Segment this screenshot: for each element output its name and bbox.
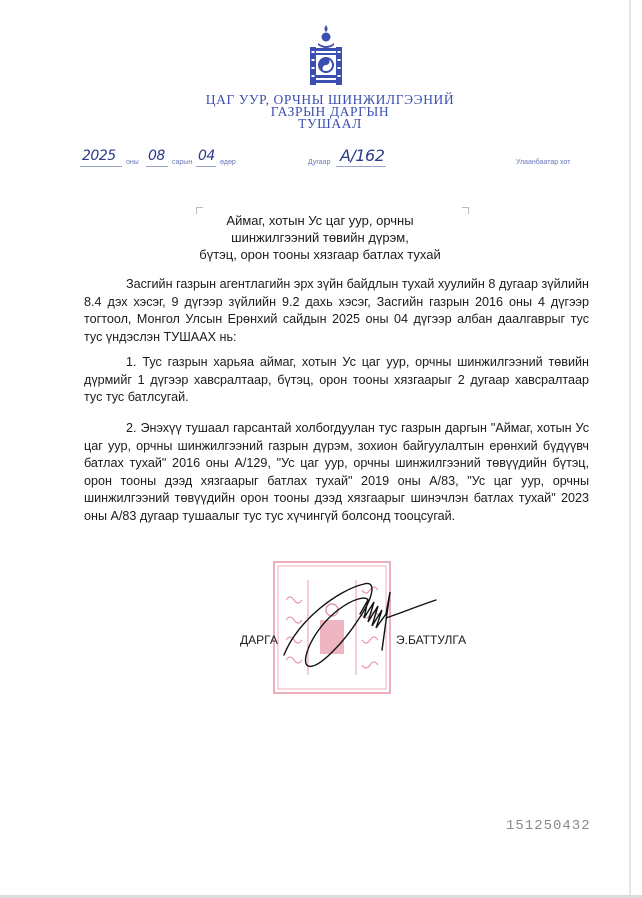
date-day-handwritten: 04 [198,148,215,164]
serial-number: 151250432 [506,818,591,834]
day-underline [196,166,216,167]
title-line3: бүтэц, орон тооны хязгаар батлах тухай [199,247,441,262]
document-meta-row [0,146,642,174]
number-label: Дугаар [308,159,331,166]
document-title [140,212,500,263]
order-item-2: 2. Энэхүү тушаал гарсантай холбогдуулан тус газрын даргын "Аймаг, хотын Ус цаг уур, орчны шинжилгээний газрын дүрэм, зохион байгуулалтын ерөнхий бүдүүвч батлах тухай" 2016 оны А/129, "Ус цаг уур, орчны шинжилгээний төвүүдийн бүтэц, орон тооны дээд хязгаарыг батлах тухай" 2019 оны А/83, "Ус цаг уур, орчны шинжилгээний төвүүдийн орон тооны дээд хязгаарыг шинэчлэн батлах тухай" 2023 оны А/83 дугаар тушаалыг тус тус хүчингүй болсонд тооцсугай. [84,421,589,523]
document-type: ТУШААЛ [298,116,362,131]
month-underline [146,166,168,167]
year-underline [80,166,122,167]
order-item-1: 1. Тус газрын харьяа аймаг, хотын Ус цаг уур, орчны шинжилгээний төвийн дүрмийг 1 дүгээр хавсралтаар, бүтэц, орон тооны хязгаарыг 2 дугаар хавсралтаар тус тус батлсугай. [84,355,589,405]
title-line2: шинжилгээний төвийн дүрэм, [231,230,409,245]
date-year-handwritten: 2025 [82,148,116,164]
preamble-paragraph: Засгийн газрын агентлагийн эрх зүйн байдлын тухай хуулийн 8 дугаар зүйлийн 8.4 дэх хэсэг, 9 дүгээр зүйлийн 9.2 дахь хэсэг, Засгийн газрын 2016 оны 4 дүгээр тогтоол, Монгол Улсын Ерөнхий сайдын 2025 оны 04 дүгээр албан даалгаврыг тус тус үндэслэн ТУШААХ нь: [84,277,589,344]
signatory-role: ДАРГА [240,633,278,647]
number-underline [336,166,386,167]
order-number-handwritten: А/162 [340,146,385,165]
title-line1: Аймаг, хотын Ус цаг уур, орчны [226,213,414,228]
year-label: оны [126,159,139,166]
month-label: сарын [172,159,193,166]
city-label: Улаанбаатар хот [516,159,571,166]
page-edge-line [629,0,631,898]
day-label: өдөр [220,159,236,166]
date-month-handwritten: 08 [148,148,165,164]
org-name-line1: ЦАГ УУР, ОРЧНЫ ШИНЖИЛГЭЭНИЙ [205,92,455,107]
org-name-line2: ГАЗРЫН ДАРГЫН [270,104,390,119]
organization-header [150,94,510,130]
soyombo-emblem-icon [306,25,346,87]
handwritten-signature [278,570,438,682]
signatory-name: Э.БАТТУЛГА [396,633,467,647]
